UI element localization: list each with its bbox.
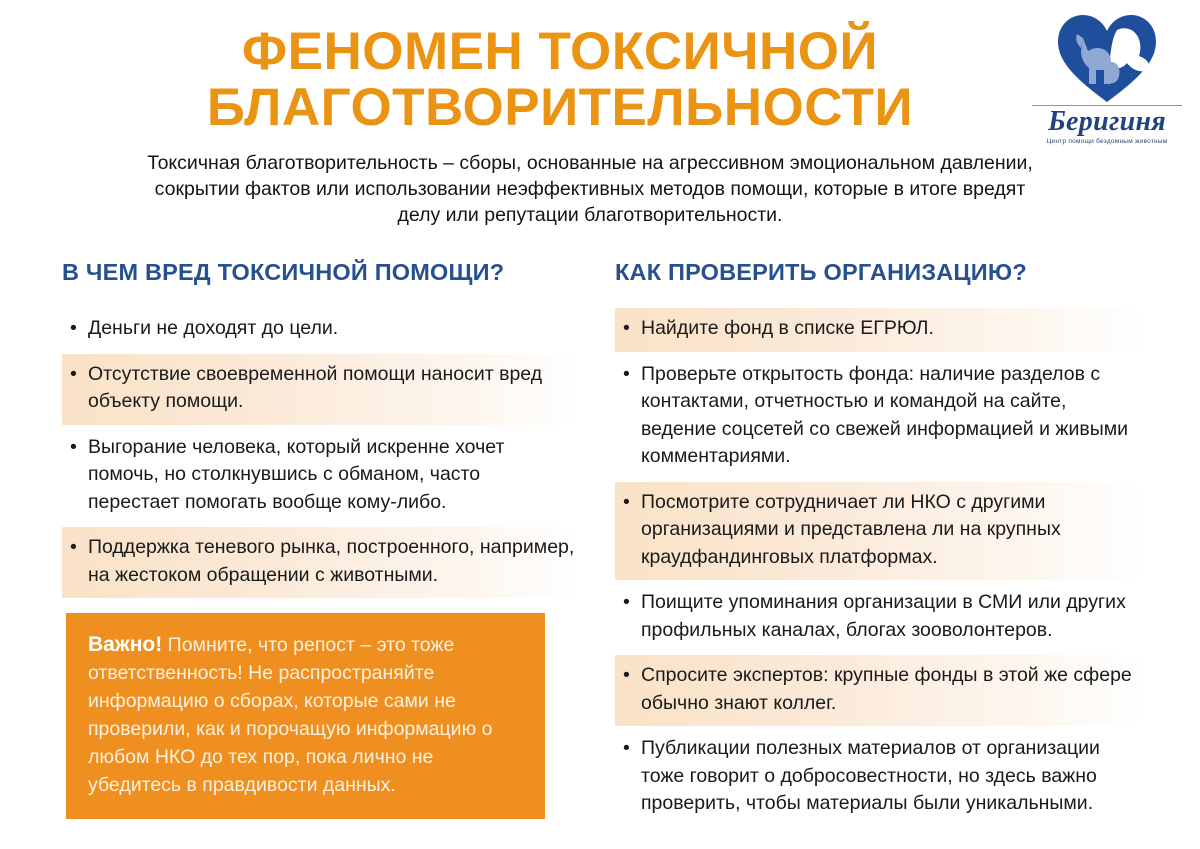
left-bullet-item (62, 527, 582, 598)
right-bullet-list (615, 308, 1143, 827)
important-text: Помните, что репост – это тоже ответственность! Не распространяйте информацию о сборах, которые сами не проверили, как и порочащую информацию о любом НКО до тех пор, пока лично не убедитесь в правдивости данных. (88, 634, 493, 796)
organization-logo (1032, 12, 1182, 144)
right-bullet-item-text: Посмотрите сотрудничает ли НКО с другими организациями и представлена ли на крупных краудфандинговых платформах. (641, 490, 1061, 568)
left-bullet-item-text: Поддержка теневого рынка, построенного, например, на жестоком обращении с животными. (88, 536, 575, 586)
intro-paragraph: Токсичная благотворительность – сборы, основанные на агрессивном эмоциональном давлении, сокрытии фактов или использовании неэффективных методов помощи, которые в итоге вредят делу или репутации благотворительности. (147, 152, 1033, 226)
logo-tagline: Центр помощи бездомным животным (1046, 138, 1168, 145)
important-label: Важно! (88, 633, 163, 656)
left-bullet-item-text: Деньги не доходят до цели. (88, 317, 339, 339)
right-bullet-item-text: Спросите экспертов: крупные фонды в этой же сфере обычно знают коллег. (641, 664, 1132, 714)
right-bullet-item (615, 354, 1143, 480)
header (0, 0, 1200, 150)
right-column (615, 258, 1143, 829)
heart-with-dog-and-cat-icon (1055, 12, 1159, 104)
right-column-heading: КАК ПРОВЕРИТЬ ОРГАНИЗАЦИЮ? (615, 259, 1027, 285)
left-bullet-item-text: Выгорание человека, который искренне хочет помочь, но столкнувшись с обманом, часто перестает помогать вообще кому-либо. (88, 435, 505, 513)
right-bullet-item-text: Найдите фонд в списке ЕГРЮЛ. (641, 317, 934, 339)
right-bullet-item (615, 308, 1143, 352)
title-line-1: ФЕНОМЕН ТОКСИЧНОЙ (241, 22, 879, 81)
right-bullet-item (615, 482, 1143, 581)
left-bullet-item (62, 354, 582, 425)
left-column-heading: В ЧЕМ ВРЕД ТОКСИЧНОЙ ПОМОЩИ? (62, 259, 505, 285)
left-bullet-item (62, 308, 582, 352)
title-line-2: БЛАГОТВОРИТЕЛЬНОСТИ (206, 78, 914, 137)
left-bullet-list (62, 308, 582, 598)
left-bullet-item-text: Отсутствие своевременной помощи наносит вред объекту помощи. (88, 362, 543, 412)
important-callout-box (66, 613, 545, 819)
left-bullet-item (62, 427, 582, 526)
logo-wordmark: Беригиня (1047, 106, 1167, 137)
left-column (62, 258, 582, 600)
right-bullet-item-text: Публикации полезных материалов от организации тоже говорит о добросовестности, но здесь важно проверить, чтобы материалы были уникальными. (641, 737, 1100, 814)
right-bullet-item (615, 582, 1143, 653)
right-bullet-item (615, 728, 1143, 827)
right-bullet-item-text: Поищите упоминания организации в СМИ или других профильных каналах, блогах зооволонтеров. (641, 591, 1126, 641)
right-bullet-item-text: Проверьте открытость фонда: наличие разделов с контактами, отчетностью и командой на сайте, ведение соцсетей со свежей информацией и живыми комментариями. (641, 362, 1129, 467)
right-bullet-item (615, 655, 1143, 726)
page-title (120, 24, 1000, 136)
